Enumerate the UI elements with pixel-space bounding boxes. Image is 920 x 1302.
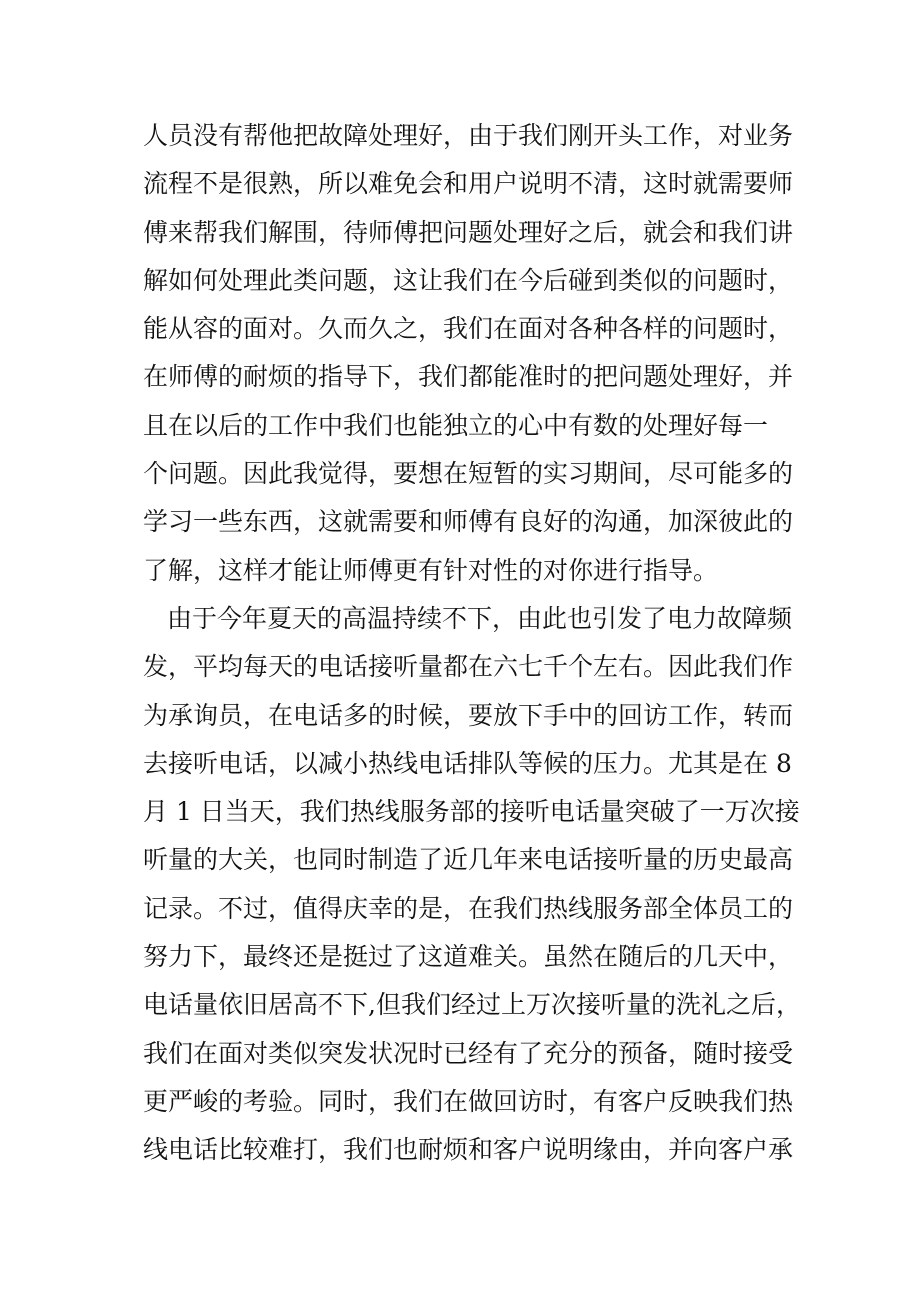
text-line: 在师傅的耐烦的指导下，我们都能准时的把问题处理好，并 <box>143 362 794 392</box>
text-line: 记录。不过，值得庆幸的是，在我们热线服务部全体员工的 <box>143 893 794 923</box>
text-line: 人员没有帮他把故障处理好，由于我们刚开头工作，对业务 <box>143 121 794 150</box>
text-line: 为承询员，在电话多的时候，要放下手中的回访工作，转而 <box>143 700 794 730</box>
text-line: 努力下，最终还是挺过了这道难关。虽然在随后的几天中， <box>143 942 794 972</box>
text-line: 我们在面对类似突发状况时已经有了充分的预备，随时接受 <box>143 1038 794 1068</box>
text-line: 解如何处理此类问题，这让我们在今后碰到类似的问题时， <box>143 265 794 295</box>
text-line: 听量的大关，也同时制造了近几年来电话接听量的历史最高 <box>143 845 794 875</box>
text-line: 能从容的面对。久而久之，我们在面对各种各样的问题时， <box>143 314 794 344</box>
text-line: 线电话比较难打，我们也耐烦和客户说明缘由，并向客户承 <box>143 1135 794 1165</box>
text-line: 月 1 日当天，我们热线服务部的接听电话量突破了一万次接 <box>143 797 800 827</box>
text-line: 流程不是很熟，所以难免会和用户说明不清，这时就需要师 <box>143 169 794 199</box>
text-line: 学习一些东西，这就需要和师傅有良好的沟通，加深彼此的 <box>143 507 794 537</box>
text-line: 去接听电话，以减小热线电话排队等候的压力。尤其是在 8 <box>143 748 792 778</box>
paragraph-first-line: 由于今年夏天的高温持续不下，由此也引发了电力故障频 <box>167 603 793 633</box>
text-line: 傅来帮我们解围，待师傅把问题处理好之后，就会和我们讲 <box>143 217 794 247</box>
text-line: 电话量依旧居高不下,但我们经过上万次接听量的洗礼之后， <box>143 990 801 1020</box>
body-text <box>143 112 801 1175</box>
text-line: 个问题。因此我觉得，要想在短暂的实习期间，尽可能多的 <box>143 459 794 489</box>
text-line: 且在以后的工作中我们也能独立的心中有数的处理好每一 <box>143 410 769 440</box>
text-line: 了解，这样才能让师傅更有针对性的对你进行指导。 <box>143 555 719 585</box>
text-line: 更严峻的考验。同时，我们在做回访时，有客户反映我们热 <box>143 1086 794 1116</box>
text-line: 发，平均每天的电话接听量都在六七千个左右。因此我们作 <box>143 652 794 682</box>
